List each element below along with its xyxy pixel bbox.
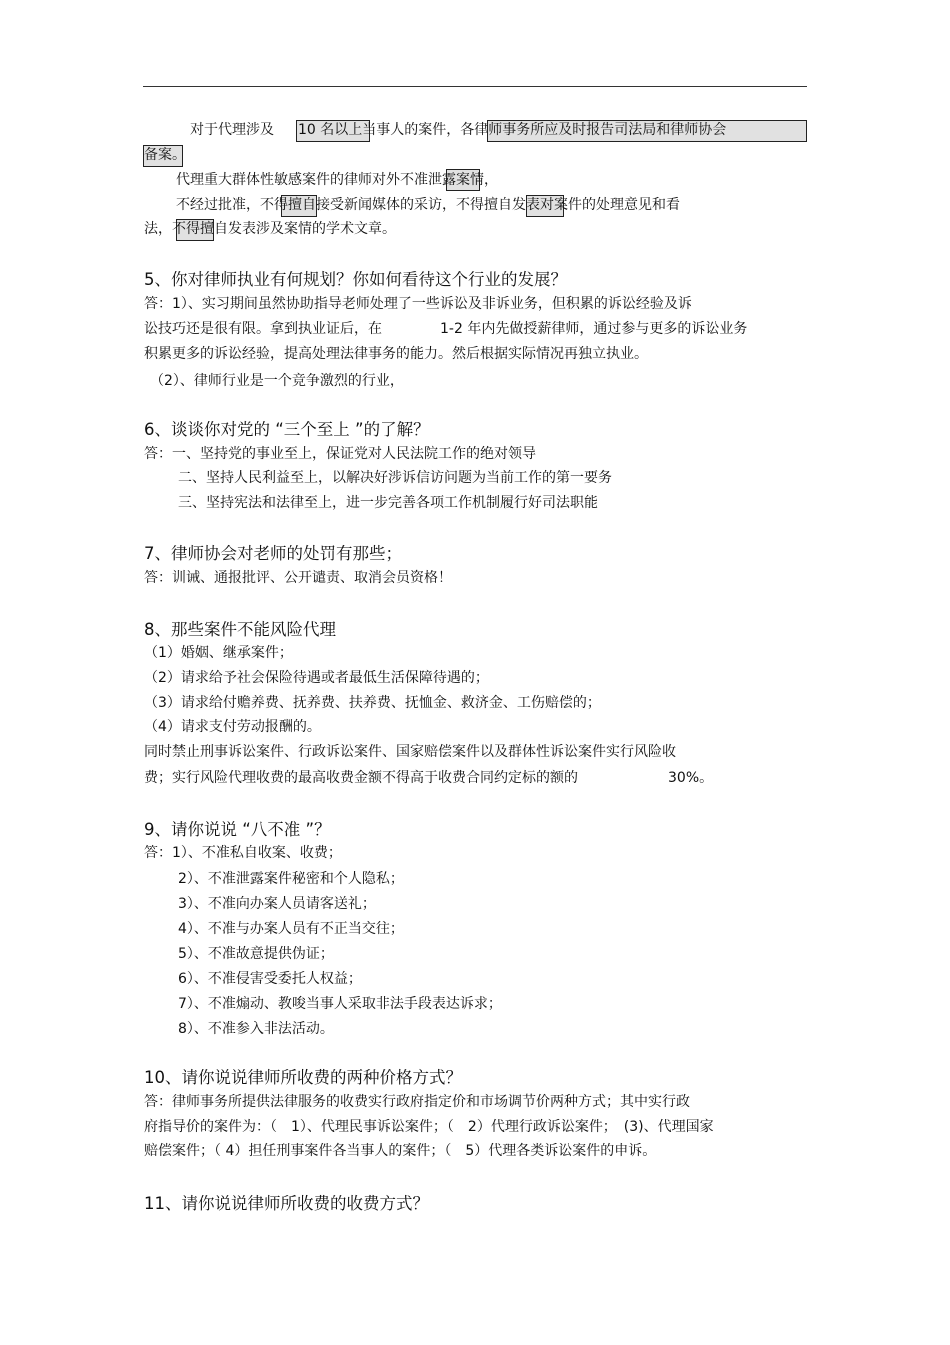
- intro-line-1a: 对于代理涉及: [190, 122, 274, 138]
- intro-line-4: 不经过批准，不得擅自接受新闻媒体的采访，不得擅自发表对案件的处理意见和看: [176, 197, 680, 213]
- q5-answer-3: 积累更多的诉讼经验，提高处理法律事务的能力。然后根据实际情况再独立执业。: [144, 346, 648, 362]
- q10-answer-3: 赔偿案件；（ 4）担任刑事案件各当事人的案件；（ 5）代理各类诉讼案件的申诉。: [144, 1143, 657, 1159]
- q8-paragraph-1: 同时禁止刑事诉讼案件、行政诉讼案件、国家赔偿案件以及群体性诉讼案件实行风险收: [144, 744, 676, 760]
- q9-item: 4）、不准与办案人员有不正当交往；: [178, 921, 404, 937]
- q5-answer-2a: 讼技巧还是很有限。拿到执业证后，在: [144, 321, 382, 337]
- q6-answer-1: 答：一、坚持党的事业至上，保证党对人民法院工作的绝对领导: [144, 446, 536, 462]
- q9-item: 6）、不准侵害受委托人权益；: [178, 971, 362, 987]
- q7-answer-1: 答：训诫、通报批评、公开谴责、取消会员资格！: [144, 570, 452, 586]
- q8-paragraph-2a: 费；实行风险代理收费的最高收费金额不得高于收费合同约定标的额的: [144, 770, 578, 786]
- q5-title: 5、你对律师执业有何规划？你如何看待这个行业的发展？: [144, 270, 567, 289]
- q9-item: 3）、不准向办案人员请客送礼；: [178, 896, 376, 912]
- q8-item: （1）婚姻、继承案件；: [144, 645, 293, 661]
- q8-paragraph-2b: 30%。: [668, 770, 714, 786]
- q8-title: 8、那些案件不能风险代理: [144, 620, 336, 639]
- q5-answer-1: 答：1）、实习期间虽然协助指导老师处理了一些诉讼及非诉业务，但积累的诉讼经验及诉: [144, 296, 692, 312]
- q8-item: （2）请求给予社会保险待遇或者最低生活保障待遇的；: [144, 670, 489, 686]
- q8-item: （4）请求支付劳动报酬的。: [144, 719, 321, 735]
- q9-item: 2）、不准泄露案件秘密和个人隐私；: [178, 871, 404, 887]
- q9-item: 5）、不准故意提供伪证；: [178, 946, 334, 962]
- q10-answer-2: 府指导价的案件为：（ 1）、代理民事诉讼案件；（ 2）代理行政诉讼案件； (3)、代理国家: [144, 1119, 714, 1135]
- q5-answer-4: （2）、律师行业是一个竞争激烈的行业，: [150, 373, 404, 389]
- intro-line-5: 法，不得擅自发表涉及案情的学术文章。: [144, 221, 396, 237]
- q6-answer-3: 三、坚持宪法和法律至上，进一步完善各项工作机制履行好司法职能: [178, 495, 598, 511]
- q10-title: 10、请你说说律师所收费的两种价格方式？: [144, 1068, 462, 1087]
- q7-title: 7、律师协会对老师的处罚有那些；: [144, 544, 402, 563]
- q10-answer-1: 答：律师事务所提供法律服务的收费实行政府指定价和市场调节价两种方式；其中实行政: [144, 1094, 690, 1110]
- q6-title: 6、谈谈你对党的 “三个至上 ”的了解？: [144, 420, 430, 439]
- q9-answer-first: 答：1）、不准私自收案、收费；: [144, 845, 342, 861]
- intro-line-3: 代理重大群体性敏感案件的律师对外不准泄露案情，: [176, 172, 498, 188]
- q5-answer-2b: 1-2 年内先做授薪律师，通过参与更多的诉讼业务: [440, 321, 748, 337]
- q9-title: 9、请你说说 “八不准 ”？: [144, 820, 331, 839]
- q6-answer-2: 二、坚持人民利益至上，以解决好涉诉信访问题为当前工作的第一要务: [178, 470, 612, 486]
- header-rule: [143, 86, 807, 87]
- q11-title: 11、请你说说律师所收费的收费方式？: [144, 1194, 429, 1213]
- intro-line-2: 备案。: [144, 147, 186, 163]
- q8-item: （3）请求给付赡养费、抚养费、扶养费、抚恤金、救济金、工伤赔偿的；: [144, 695, 601, 711]
- intro-line-1b: 10 名以上当事人的案件，各律师事务所应及时报告司法局和律师协会: [298, 122, 727, 138]
- q9-item: 7）、不准煽动、教唆当事人采取非法手段表达诉求；: [178, 996, 502, 1012]
- q9-item: 8）、不准参入非法活动。: [178, 1021, 334, 1037]
